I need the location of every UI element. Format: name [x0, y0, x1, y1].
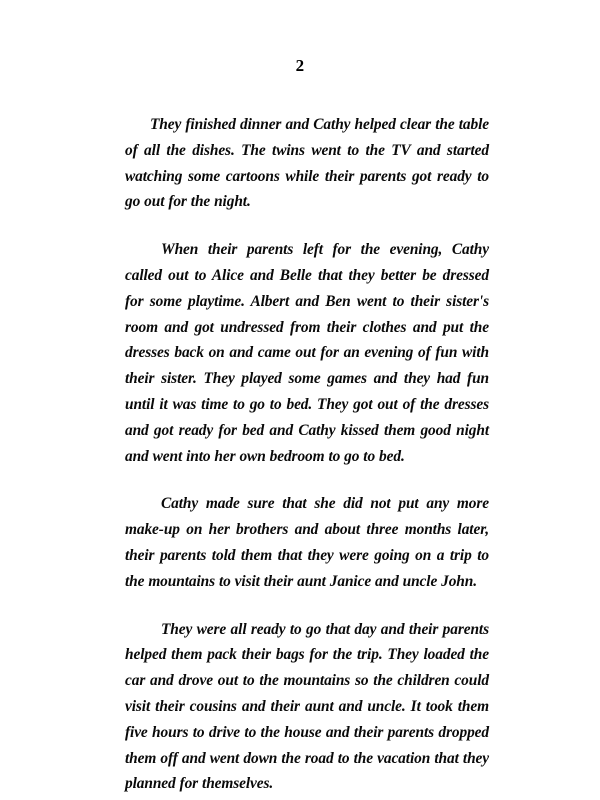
paragraph-1: They finished dinner and Cathy helped clear the table of all the dishes. The twins went to the TV and started watching some cartoons while their parents got ready to go out for the night.: [125, 116, 489, 211]
page-number: 2: [295, 56, 305, 75]
page-body-text: [125, 112, 489, 797]
paragraph-2: When their parents left for the evening, Cathy called out to Alice and Belle that they better be dressed for some playtime. Albert and Ben went to their sister's room and got undressed from their clothes and put the dresses back on and came out for an evening of fun with their sister. They played some games and they had fun until it was time to go to bed. They got out of the dresses and got ready for bed and Cathy kissed them good night and went into her own bedroom to go to bed.: [125, 241, 489, 465]
paragraph-3: Cathy made sure that she did not put any more make-up on her brothers and about three months later, their parents told them that they were going on a trip to the mountains to visit their aunt Janice and uncle John.: [125, 495, 489, 590]
paragraph-4: They were all ready to go that day and their parents helped them pack their bags for the trip. They loaded the car and drove out to the mountains so the children could visit their cousins and their aunt and uncle. It took them five hours to drive to the house and their parents dropped them off and went down the road to the vacation that they planned for themselves.: [125, 620, 489, 793]
